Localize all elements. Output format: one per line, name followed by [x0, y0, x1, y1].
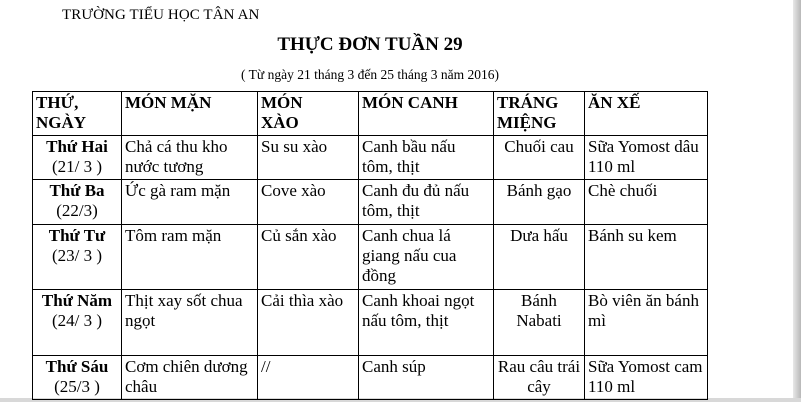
dessert-cell: Bánh gạo	[494, 180, 585, 225]
stir-fry-cell: Su su xào	[258, 136, 359, 180]
day-cell	[33, 180, 122, 225]
header-dessert-line2: MIỆNG	[497, 113, 557, 132]
header-row	[33, 92, 708, 136]
date-range-subtitle: ( Từ ngày 21 tháng 3 đến 25 tháng 3 năm 2016)	[241, 67, 499, 82]
header-day-line1: THỨ,	[36, 93, 79, 112]
day-name: Thứ Ba	[49, 181, 105, 200]
stir-fry-cell: Củ sắn xào	[258, 225, 359, 290]
header-dessert-line1: TRÁNG	[497, 93, 559, 112]
snack-cell: Chè chuối	[585, 180, 708, 225]
main-dish-cell: Cơm chiên dương châu	[122, 356, 258, 400]
day-cell	[33, 136, 122, 180]
dessert-cell: Bánh Nabati	[494, 290, 585, 356]
day-cell	[33, 356, 122, 400]
main-dish-cell: Chả cá thu kho nước tương	[122, 136, 258, 180]
day-date: (22/3)	[56, 201, 98, 220]
table-row	[33, 356, 708, 400]
day-name: Thứ Tư	[48, 226, 106, 245]
day-cell	[33, 225, 122, 290]
header-stir-fry-line1: MÓN	[261, 93, 303, 112]
stir-fry-cell: Cải thìa xào	[258, 290, 359, 356]
main-dish-cell: Ức gà ram mặn	[122, 180, 258, 225]
day-date: (23/ 3 )	[51, 246, 103, 265]
day-date: (25/3 )	[54, 377, 100, 396]
header-stir-fry	[258, 92, 359, 136]
dessert-cell: Chuối cau	[494, 136, 585, 180]
table-row	[33, 180, 708, 225]
header-stir-fry-line2: XÀO	[261, 113, 299, 132]
snack-cell: Bánh su kem	[585, 225, 708, 290]
day-name: Thứ Năm	[41, 291, 113, 310]
table-row	[33, 225, 708, 290]
snack-cell: Sữa Yomost cam 110 ml	[585, 356, 708, 400]
main-dish-cell: Tôm ram mặn	[122, 225, 258, 290]
header-soup: MÓN CANH	[359, 92, 494, 136]
day-date: (21/ 3 )	[51, 157, 103, 176]
main-dish-cell: Thịt xay sốt chua ngọt	[122, 290, 258, 356]
dessert-cell: Dưa hấu	[494, 225, 585, 290]
snack-cell: Sữa Yomost dâu 110 ml	[585, 136, 708, 180]
soup-cell: Canh khoai ngọt nấu tôm, thịt	[359, 290, 494, 356]
page-edge-shadow	[793, 0, 801, 402]
day-name: Thứ Sáu	[45, 357, 109, 376]
day-cell	[33, 290, 122, 356]
header-main-dish: MÓN MẶN	[122, 92, 258, 136]
day-name: Thứ Hai	[46, 137, 108, 156]
header-day	[33, 92, 122, 136]
dessert-cell: Rau câu trái cây	[494, 356, 585, 400]
header-snack: ĂN XẾ	[585, 92, 708, 136]
stir-fry-cell: //	[258, 356, 359, 400]
header-dessert	[494, 92, 585, 136]
day-date: (24/ 3 )	[51, 311, 103, 330]
soup-cell: Canh chua lá giang nấu cua đồng	[359, 225, 494, 290]
stir-fry-cell: Cove xào	[258, 180, 359, 225]
school-name: TRƯỜNG TIỂU HỌC TÂN AN	[62, 7, 260, 23]
page-title: THỰC ĐƠN TUẦN 29	[277, 34, 463, 55]
header-day-line2: NGÀY	[36, 113, 87, 132]
soup-cell: Canh đu đủ nấu tôm, thịt	[359, 180, 494, 225]
table-row	[33, 136, 708, 180]
weekly-menu-table	[32, 91, 708, 400]
soup-cell: Canh bầu nấu tôm, thịt	[359, 136, 494, 180]
snack-cell: Bò viên ăn bánh mì	[585, 290, 708, 356]
table-row	[33, 290, 708, 356]
soup-cell: Canh súp	[359, 356, 494, 400]
